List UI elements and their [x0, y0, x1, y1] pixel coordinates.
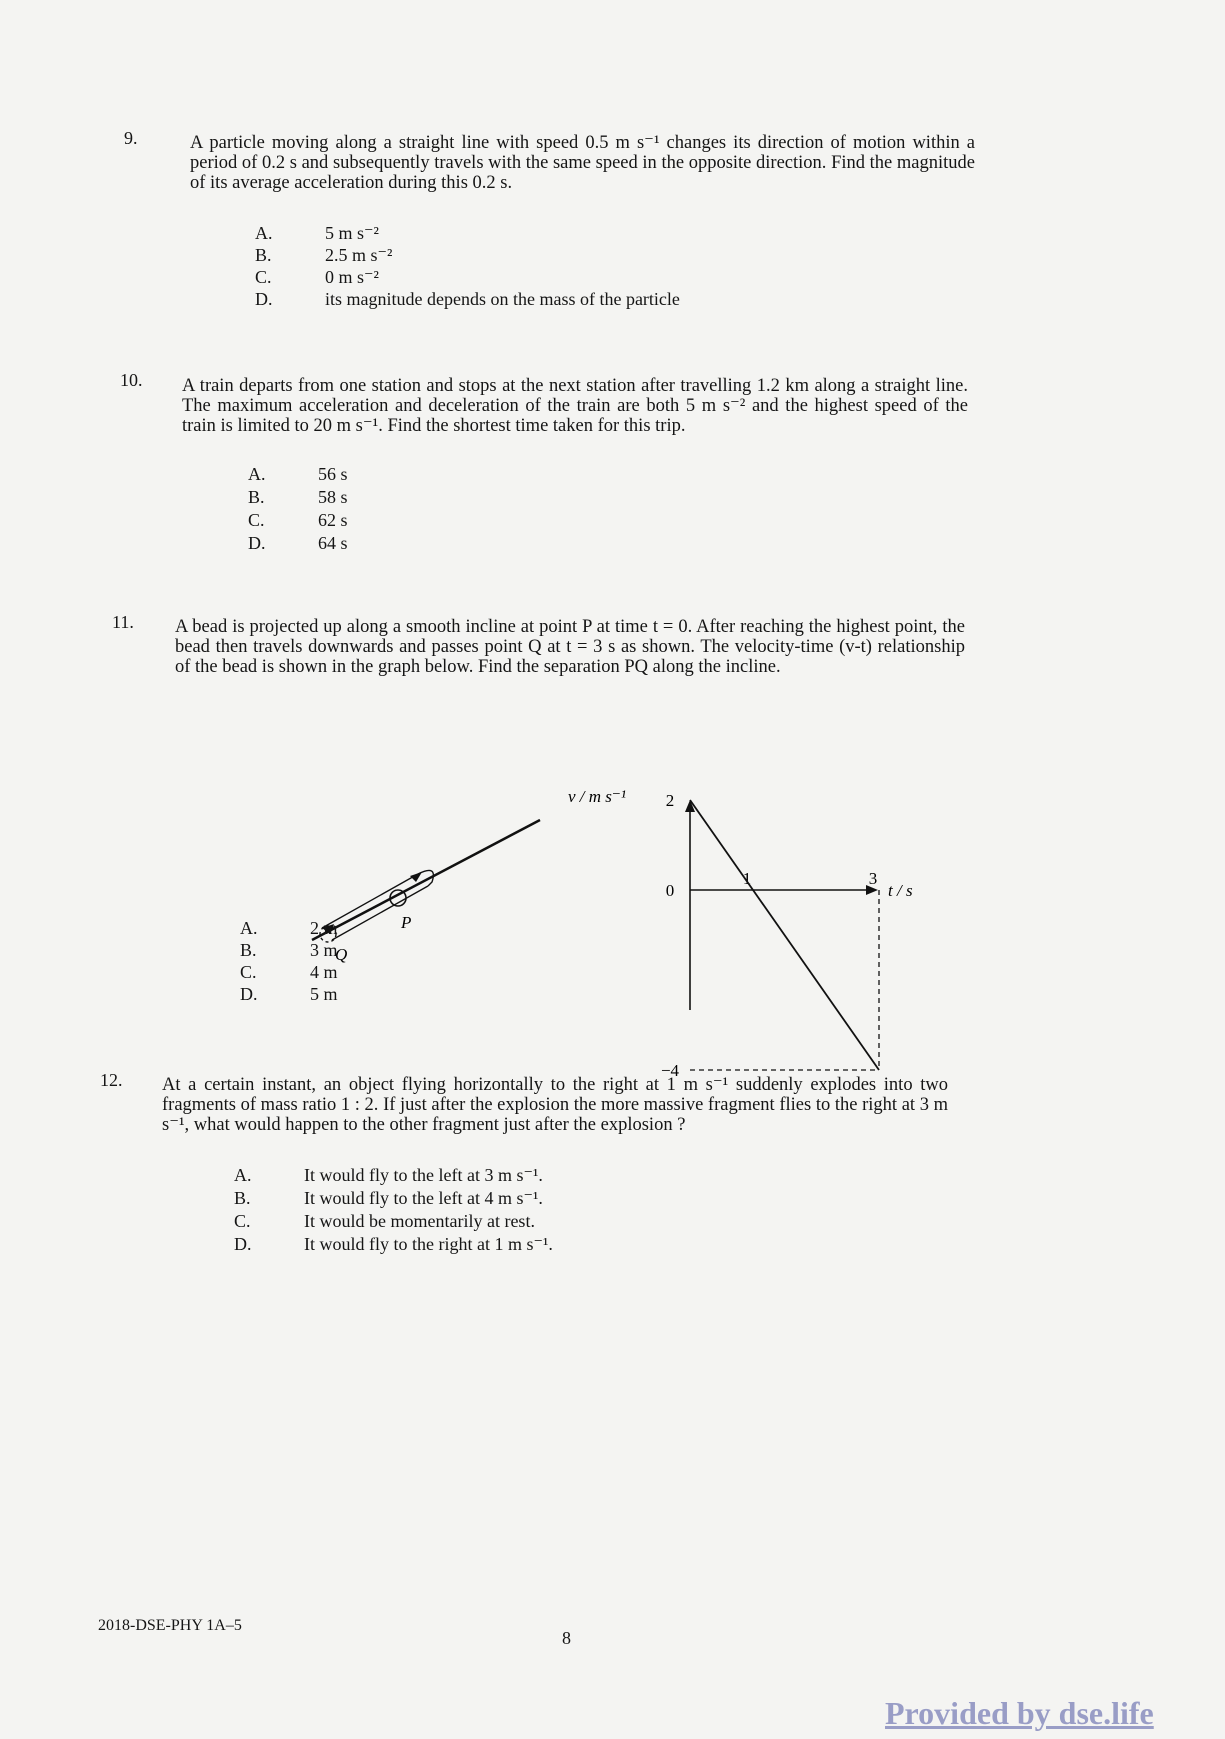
option-text: its magnitude depends on the mass of the particle — [325, 289, 680, 309]
question-9-stem: A particle moving along a straight line with speed 0.5 m s⁻¹ changes its direction of motion within a period of 0.2 s and subsequently travels with the same speed in the opposite direction. Find the magnitude of its average acceleration during this 0.2 s. — [190, 133, 975, 193]
option-letter: B. — [234, 1188, 251, 1208]
x-tick-label: 3 — [868, 869, 878, 888]
option-text: 56 s — [318, 464, 348, 484]
question-9-option-d — [255, 288, 680, 310]
option-letter: A. — [240, 918, 258, 938]
option-text: 62 s — [318, 510, 348, 530]
option-text: 5 m — [310, 984, 338, 1004]
question-10-option-d — [248, 532, 348, 554]
page-number: 8 — [562, 1628, 571, 1648]
question-9-number: 9. — [124, 128, 138, 148]
question-11-option-c — [240, 961, 338, 983]
option-letter: C. — [240, 962, 257, 982]
option-letter: A. — [234, 1165, 252, 1185]
question-12-option-a — [234, 1164, 543, 1186]
y-tick-label: 2 — [665, 791, 675, 810]
option-text: It would fly to the left at 4 m s⁻¹. — [304, 1188, 543, 1208]
question-12-option-c — [234, 1210, 535, 1232]
option-text: It would be momentarily at rest. — [304, 1211, 535, 1231]
question-11-option-a — [240, 917, 338, 939]
option-text: 5 m s⁻² — [325, 223, 379, 243]
option-letter: A. — [255, 223, 273, 243]
x-tick-label: 1 — [742, 869, 752, 888]
watermark-link[interactable]: Provided by dse.life — [885, 1695, 1154, 1731]
incline-line — [312, 820, 540, 940]
option-text: 2.5 m s⁻² — [325, 245, 393, 265]
y-tick-label: 0 — [665, 881, 675, 900]
point-p-label: P — [401, 913, 412, 932]
question-12-option-b — [234, 1187, 543, 1209]
question-11-number: 11. — [112, 612, 134, 632]
question-12-number: 12. — [100, 1070, 123, 1090]
question-9-option-a — [255, 222, 379, 244]
bead-path-upper — [332, 886, 428, 940]
tick-labels — [661, 791, 877, 1080]
option-letter: D. — [255, 289, 273, 309]
question-12-option-d — [234, 1233, 553, 1255]
question-9-option-b — [255, 244, 392, 266]
option-text: 58 s — [318, 487, 348, 507]
guide-lines — [690, 890, 879, 1070]
question-10-option-a — [248, 463, 348, 485]
option-text: 64 s — [318, 533, 348, 553]
arrow-up-incline-icon — [410, 872, 422, 882]
option-letter: B. — [255, 245, 272, 265]
question-9-option-c — [255, 266, 379, 288]
series-lines — [690, 800, 879, 1070]
option-text: 0 m s⁻² — [325, 267, 379, 287]
option-letter: B. — [240, 940, 257, 960]
question-10-stem: A train departs from one station and stops at the next station after travelling 1.2 km along a straight line. The maximum acceleration and deceleration of the train are both 5 m s⁻² and the highest speed of the train is limited to 20 m s⁻¹. Find the shortest time taken for this trip. — [182, 376, 968, 436]
paper-code: 2018-DSE-PHY 1A–5 — [98, 1617, 242, 1634]
option-text: 3 m — [310, 940, 338, 960]
option-text: It would fly to the left at 3 m s⁻¹. — [304, 1165, 543, 1185]
option-letter: C. — [255, 267, 272, 287]
option-letter: D. — [240, 984, 258, 1004]
option-text: 2 m — [310, 918, 338, 938]
option-letter: D. — [248, 533, 266, 553]
vt-graph — [560, 787, 920, 1080]
question-11-stem: A bead is projected up along a smooth incline at point P at time t = 0. After reaching the highest point, the bead then travels downwards and passes point Q at t = 3 s as shown. The velocity-time (v-t) relationship of the bead is shown in the graph below. Find the separation PQ along the incline. — [175, 617, 965, 677]
option-letter: B. — [248, 487, 265, 507]
option-text: It would fly to the right at 1 m s⁻¹. — [304, 1234, 553, 1254]
option-letter: D. — [234, 1234, 252, 1254]
question-11-option-d — [240, 983, 338, 1005]
question-10-option-c — [248, 509, 348, 531]
y-axis-label: v / m s⁻¹ — [568, 787, 626, 806]
option-letter: C. — [234, 1211, 251, 1231]
velocity-line — [690, 800, 879, 1070]
option-text: 4 m — [310, 962, 338, 982]
question-11-option-b — [240, 939, 338, 961]
point-q-label: Q — [335, 945, 348, 964]
x-axis-label: t / s — [888, 881, 913, 900]
y-tick-label: −4 — [660, 1061, 680, 1080]
question-12-stem: At a certain instant, an object flying horizontally to the right at 1 m s⁻¹ suddenly explodes into two fragments of mass ratio 1 : 2. If just after the explosion the more massive fragment flies to the right at 3 m s⁻¹, what would happen to the other fragment just after the explosion ? — [162, 1075, 948, 1135]
option-letter: C. — [248, 510, 265, 530]
question-10-number: 10. — [120, 370, 143, 390]
option-letter: A. — [248, 464, 266, 484]
question-10-option-b — [248, 486, 348, 508]
